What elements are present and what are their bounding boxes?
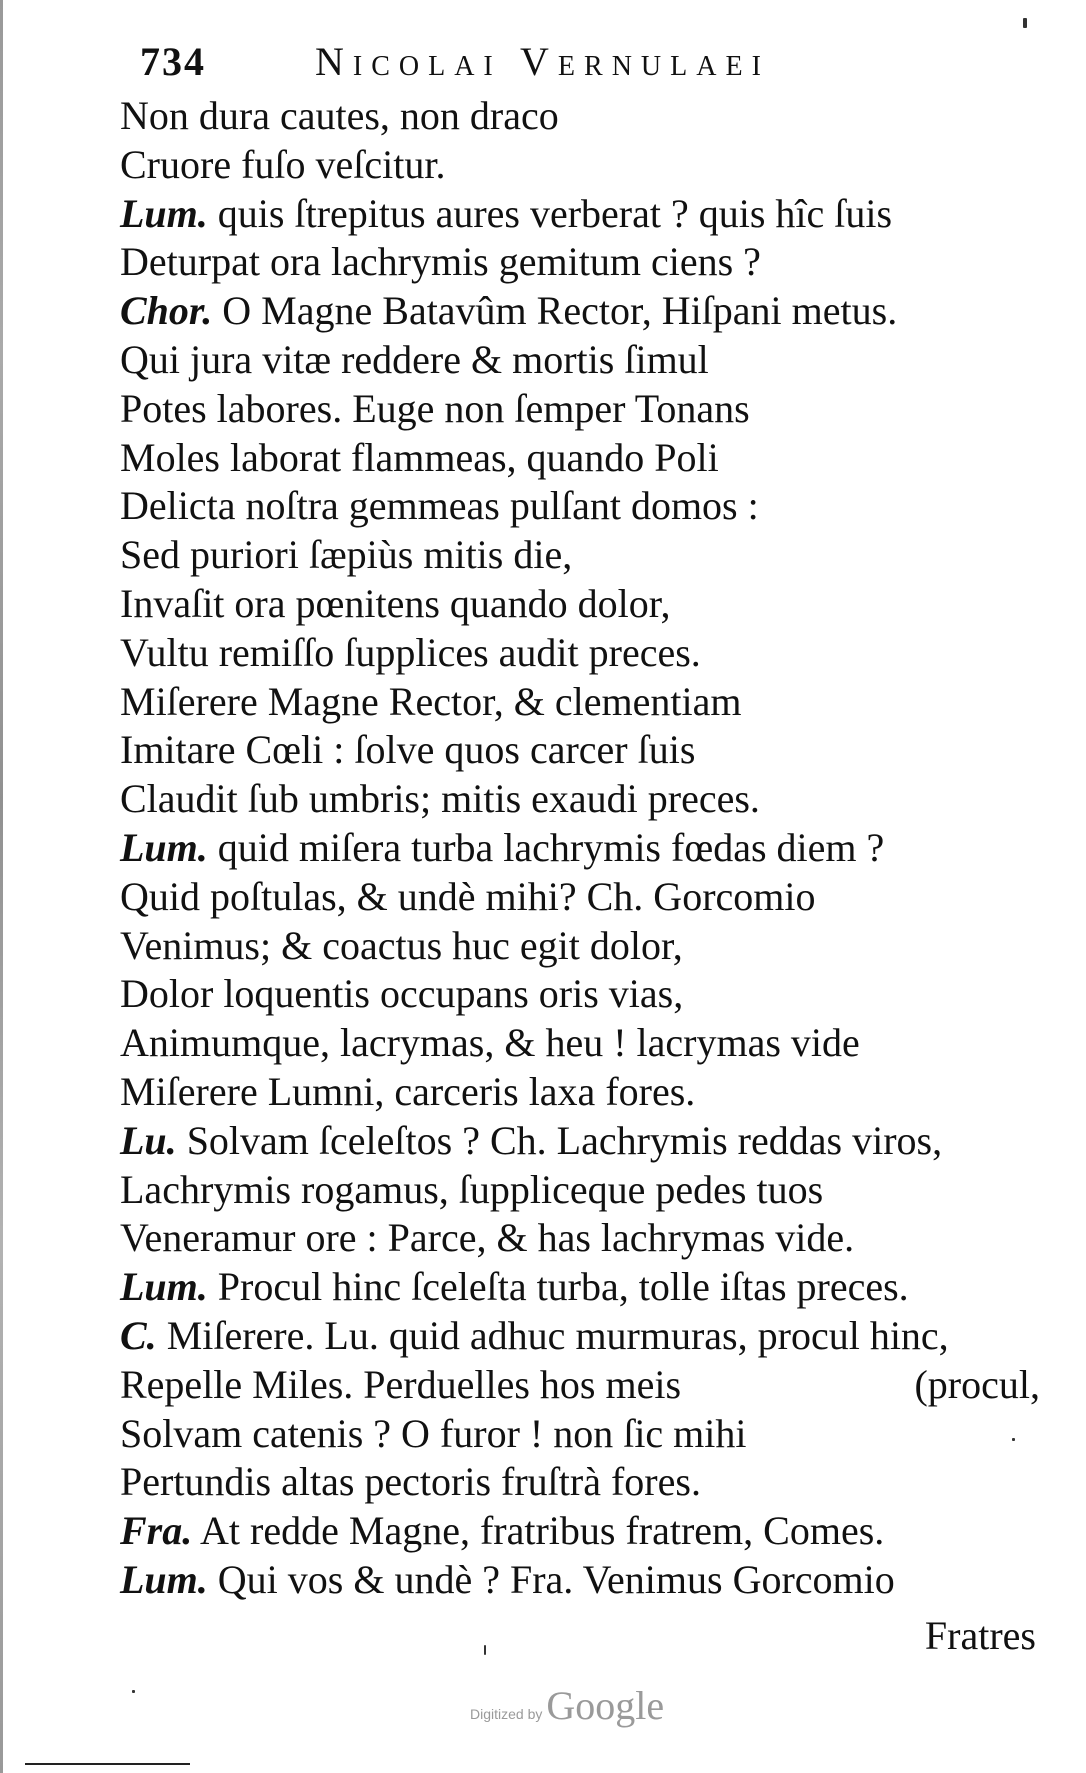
text-line [120,92,1040,141]
text-line [120,1263,1040,1312]
line-text: O Magne Batavûm Rector, Hiſpani metus. [222,288,898,334]
line-text: At redde Magne, fratribus fratrem, Comes. [200,1508,885,1554]
text-line [120,1312,1040,1361]
line-text: Delicta noſtra gemmeas pulſant domos : [120,483,759,529]
line-text: quid miſera turba lachrymis fœdas diem ? [217,824,885,870]
page-binding-edge [0,0,3,1773]
line-text: quis ſtrepitus aures verberat ? quis hîc ſuis [217,190,893,236]
page-number: 734 [140,39,206,84]
line-text: Dolor loquentis occupans oris vias, [120,971,684,1017]
line-text: Procul hinc ſceleſta turba, tolle iſtas preces. [217,1264,909,1310]
line-text: Solvam ſceleſtos ? Ch. Lachrymis reddas viros, [186,1117,943,1163]
line-text: Miſerere Magne Rector, & clementiam [120,678,742,724]
ink-speck [484,1645,486,1655]
text-line [120,970,1040,1019]
speaker-label: Lum. [120,824,208,870]
text-line [120,1117,1040,1166]
text-line [120,678,1040,727]
text-line [120,336,1040,385]
line-text: Invaſit ora pœnitens quando dolor, [120,580,671,626]
line-text: Venimus; & coactus huc egit dolor, [120,922,683,968]
text-line [120,238,1040,287]
line-text: Solvam catenis ? O furor ! non ſic mihi [120,1410,747,1456]
line-text: Miſerere. Lu. quid adhuc murmuras, procul hinc, [166,1312,949,1358]
text-line [120,1166,1040,1215]
text-line [120,580,1040,629]
ink-speck [132,1690,135,1693]
speaker-label: Lum. [120,1556,208,1602]
text-line [120,629,1040,678]
text-line [120,873,1040,922]
text-line [120,531,1040,580]
text-line [120,726,1040,775]
text-line [120,1507,1040,1556]
bottom-rule [25,1763,190,1765]
speaker-label: Chor. [120,288,213,334]
speaker-label: Lu. [120,1117,177,1163]
text-line [120,1556,1040,1605]
text-line [120,1068,1040,1117]
speaker-label: Lum. [120,1264,208,1310]
watermark-brand: Google [546,1683,665,1728]
text-line [120,1214,1040,1263]
line-text: Vultu remiſſo ſupplices audit preces. [120,629,701,675]
line-text: Non dura cautes, non draco [120,93,559,138]
text-line [120,1410,1040,1459]
page-header [140,38,1040,88]
line-text: Claudit ſub umbris; mitis exaudi preces. [120,776,760,822]
line-text: Qui vos & undè ? Fra. Venimus Gorcomio [217,1556,895,1602]
running-head: Nicolai Vernulaei [315,39,770,84]
speaker-label: C. [120,1312,157,1358]
text-line [120,922,1040,971]
ink-speck [1023,18,1027,28]
text-line [120,385,1040,434]
text-line [120,287,1040,336]
line-text: Repelle Miles. Perduelles hos meis [120,1361,682,1407]
digitized-watermark [470,1682,664,1729]
catchword: Fratres [924,1613,1036,1658]
line-text: Potes labores. Euge non ſemper Tonans [120,385,750,431]
text-line [120,141,1040,190]
line-text: Quid poſtulas, & undè mihi? Ch. Gorcomio [120,873,816,919]
line-text: Animumque, lacrymas, & heu ! lacrymas vide [120,1020,860,1066]
text-line [120,482,1040,531]
line-right-note: (procul, [914,1361,1040,1407]
line-text: Qui jura vitæ reddere & mortis ſimul [120,336,709,382]
line-text: Sed puriori ſæpiùs mitis die, [120,532,573,578]
line-text: Miſerere Lumni, carceris laxa fores. [120,1068,696,1114]
verse-text [120,92,1040,1605]
line-text: Moles laborat flammeas, quando Poli [120,434,719,480]
text-line [120,1458,1040,1507]
line-text: Lachrymis rogamus, ſuppliceque pedes tuos [120,1166,824,1212]
line-text: Deturpat ora lachrymis gemitum ciens ? [120,239,761,285]
text-line [120,190,1040,239]
speaker-label: Lum. [120,190,208,236]
text-line [120,775,1040,824]
line-text: Pertundis altas pectoris fruſtrà fores. [120,1459,701,1505]
speaker-label: Fra. [120,1508,193,1554]
line-text: Veneramur ore : Parce, & has lachrymas vide. [120,1215,855,1261]
ink-speck [1012,1438,1015,1441]
line-text: Cruore fuſo veſcitur. [120,141,446,187]
text-line [120,434,1040,483]
watermark-prefix: Digitized by [470,1706,543,1722]
text-line [120,1361,1040,1410]
line-text: Imitare Cœli : ſolve quos carcer ſuis [120,727,696,773]
text-line [120,824,1040,873]
text-line [120,1019,1040,1068]
